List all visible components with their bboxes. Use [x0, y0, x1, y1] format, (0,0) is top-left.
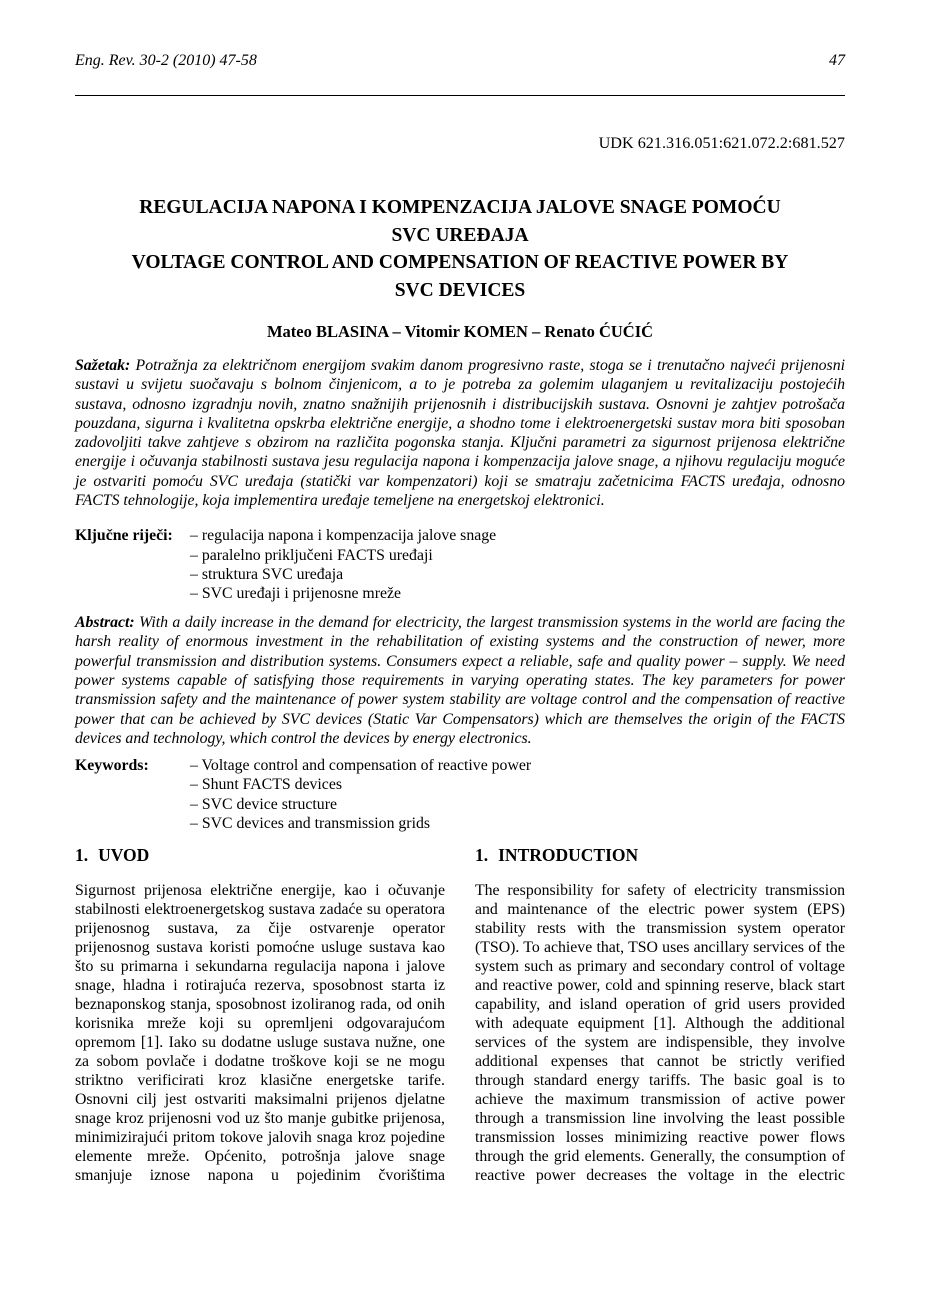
title-english-line1: VOLTAGE CONTROL AND COMPENSATION OF REACTIVE POWER BY [131, 252, 789, 273]
keywords-croatian-label: Ključne riječi: [75, 527, 173, 545]
section-paragraph-introduction: The responsibility for safety of electricity transmission and maintenance of the electric power system (EPS) stability rests with the transmission system operator (TSO). To achieve that, TSO uses ancillary services of the system such as primary and secondary control of voltage and reactive power, cold and spinning reserve, black start capability, and island operation of grid users provided with adequate equipment [1]. Although the additional services of the system are indispensible, they involve additional expenses that cannot be strictly verified through standard energy tariffs. The basic goal is to achieve the maximum transmission of active power through a transmission line involving the least possible transmission losses minimizing reactive power flows through the grid elements. Generally, the consumption of reactive power decreases the voltage in the electric [475, 882, 845, 1185]
keyword-item: – SVC uređaji i prijenosne mreže [190, 584, 402, 602]
paper-title [75, 194, 845, 304]
abstract-english [75, 613, 845, 748]
abstract-croatian-label: Sažetak: [75, 357, 131, 374]
section-paragraph-uvod: Sigurnost prijenosa električne energije, kao i očuvanje stabilnosti elektroenergetskog sustava zadaće su operatora prijenosnog sustava, za čije ostvarenje operator prijenosnog sustava koristi pomoćne usluge sustava kao što su primarna i sekundarna regulacija napona i jalove snage, hladna i rotirajuća rezerva, sposobnost starta iz beznaponskog stanja, sposobnost izoliranog rada, od onih korisnika mreže koji su opremljeni odgovarajućom opremom [1]. Iako su dodatne usluge sustava nužne, one za sobom povlače i dodatne troškove koji se ne mogu striktno verificirati kroz klasične energetske tarife. Osnovni cilj jest ostvariti maksimalni prijenos djelatne snage kroz prijenosni vod uz što manje gubitke prijenosa, minimizirajući pritom tokove jalovih snaga kroz pojedine elemente mreže. Općenito, potrošnja jalove snage smanjuje iznose napona u pojedinim čvorištima [75, 882, 445, 1185]
abstract-english-label: Abstract: [75, 614, 135, 632]
section-number: 1. [75, 845, 89, 866]
abstract-croatian-text: Potražnja za električnom energijom svakim danom progresivno raste, stoga se i trenutačno najveći prijenosni sustavi u svijetu suočavaju s bolnom činjenicom, a to je potreba za golemim ulaganjem u revitalizaciju postojećih sustava, odnosno izgradnju novih, znatno snažnijih prijenosnih i distribucijskih sustava. Osnovni je zahtjev potrošača pouzdana, sigurna i kvalitetna opskrba električne energije, a shodno tome i elektroenergetski sustav mora biti sposoban zadovoljiti takve zahtjeve s obzirom na različita pogonska stanja. Ključni parametri za sigurnost prijenosa električne energije i očuvanja stabilnosti sustava jesu regulacija napona i kompenzacija jalove snage, a njihovu regulaciju moguće je ostvariti pomoću SVC uređaja (statički var kompenzatori) koji se smatraju začetnicima FACTS uređaja, odnosno FACTS tehnologije, koja implementira uređaje temeljene na energetskoj elektronici. [75, 357, 845, 510]
abstract-english-text: With a daily increase in the demand for electricity, the largest transmission systems in the world are facing the harsh reality of enormous investment in the rehabilitation of existing systems and the construction of newer, more powerful transmission and distribution systems. Consumers expect a reliable, safe and quality power – supply. We need power systems capable of satisfying those requirements in varying operating states. The key parameters for power transmission safety and the maintenance of power system stability are voltage control and the compensation of reactive power that can be achieved by SVC devices (Static Var Compensators) which are themselves the origin of the FACTS devices and technology, which control the devices by energy electronics. [75, 614, 845, 747]
title-english-line2: SVC DEVICES [394, 279, 526, 301]
keyword-item: – SVC devices and transmission grids [190, 814, 431, 832]
header-rule [75, 95, 845, 96]
keyword-item: – SVC device structure [190, 795, 337, 813]
keyword-item: – Shunt FACTS devices [190, 776, 342, 794]
keyword-item: – Voltage control and compensation of reactive power [190, 757, 532, 775]
column-left [75, 845, 445, 1185]
keywords-croatian [75, 526, 845, 603]
keywords-croatian-items [190, 526, 845, 603]
keywords-english-items [190, 756, 845, 833]
running-head [75, 52, 845, 70]
section-label: INTRODUCTION [498, 845, 639, 866]
journal-reference: Eng. Rev. 30-2 (2010) 47-58 [75, 52, 257, 69]
keyword-item: – paralelno priključeni FACTS uređaji [190, 546, 433, 564]
keyword-item: – struktura SVC uređaja [190, 565, 344, 583]
authors-line: Mateo BLASINA – Vitomir KOMEN – Renato ĆUĆIĆ [266, 322, 654, 341]
keyword-item: – regulacija napona i kompenzacija jalove snage [190, 527, 497, 545]
column-right [475, 845, 845, 1185]
section-label: UVOD [98, 845, 150, 866]
keywords-english-label: Keywords: [75, 757, 149, 775]
keywords-english [75, 756, 845, 833]
udk-classification: UDK 621.316.051:621.072.2:681.527 [598, 134, 845, 152]
section-number: 1. [475, 845, 489, 866]
section-heading-introduction [475, 845, 845, 865]
title-croatian-line2: SVC UREĐAJA [391, 224, 529, 246]
two-column-body [75, 845, 845, 1185]
section-heading-uvod [75, 845, 445, 865]
title-croatian-line1: REGULACIJA NAPONA I KOMPENZACIJA JALOVE SNAGE POMOĆU [139, 197, 781, 218]
page-number: 47 [829, 52, 845, 69]
abstract-croatian [75, 356, 845, 510]
